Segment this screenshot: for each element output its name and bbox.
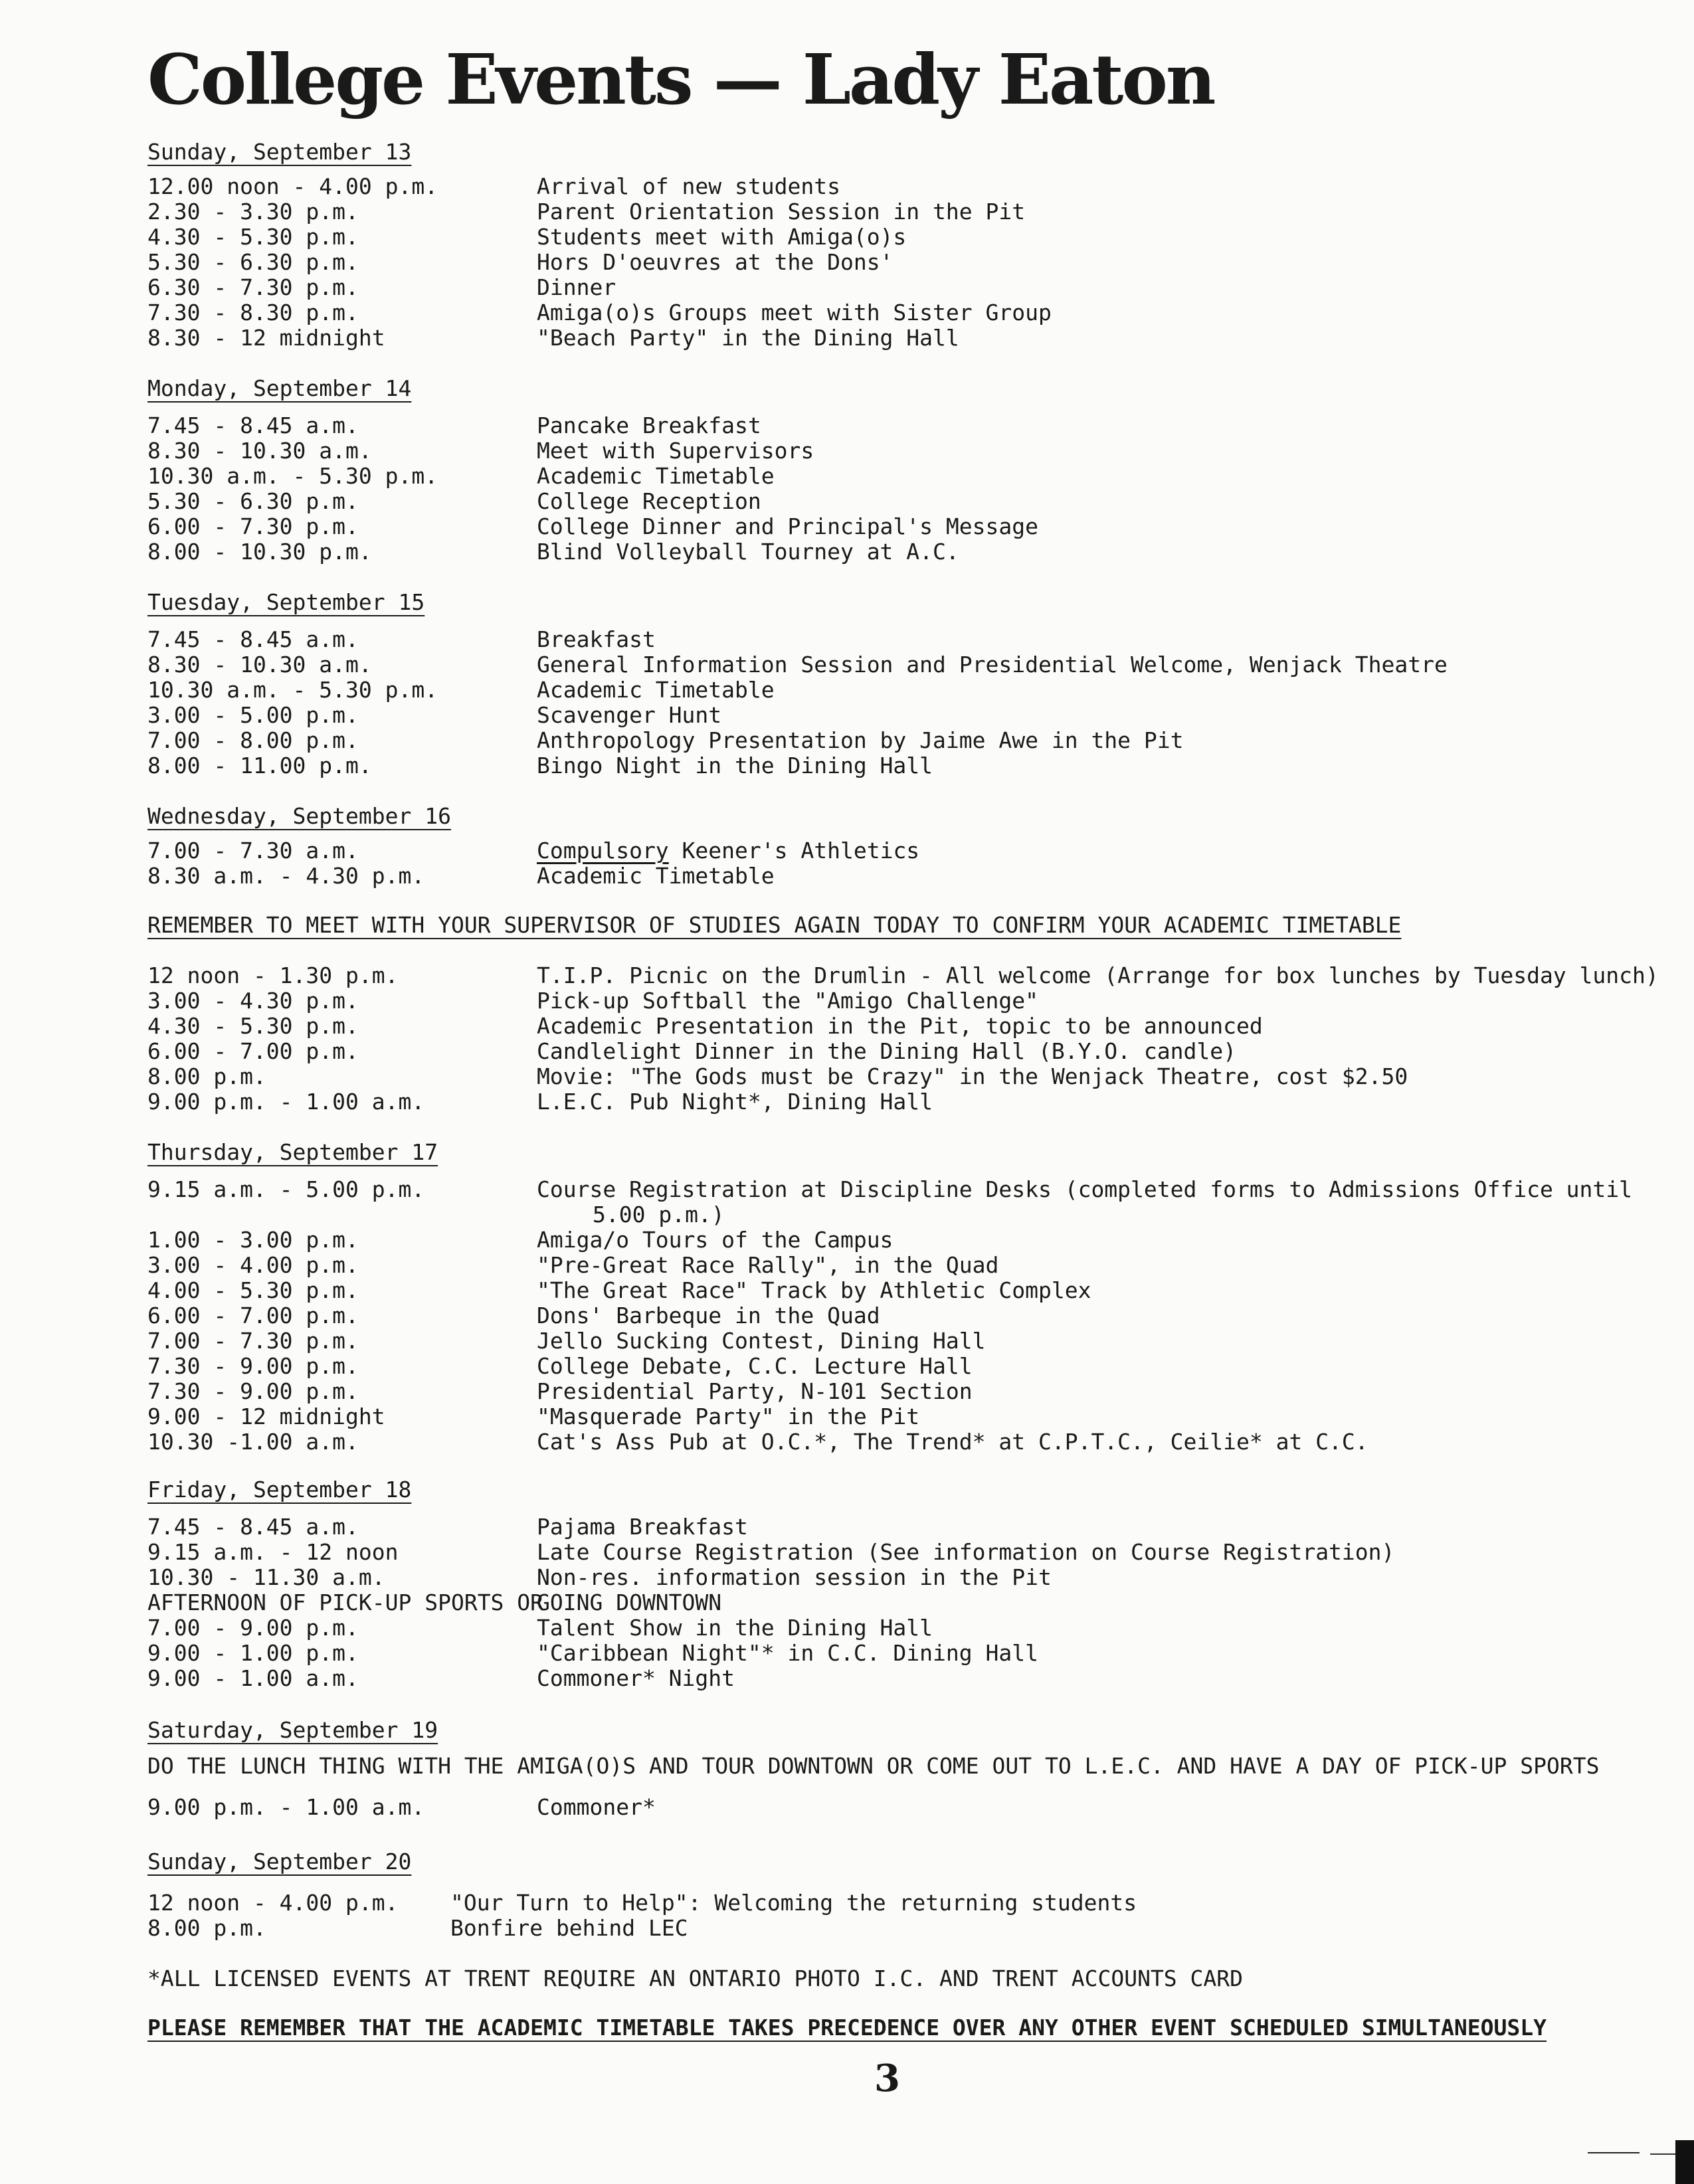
- event-description: Pajama Breakfast: [537, 1514, 748, 1540]
- day-heading-thursday-17: Thursday, September 17: [147, 1139, 438, 1165]
- schedule-row: [147, 1514, 1675, 1540]
- scan-artifact-block: [1675, 2140, 1694, 2184]
- event-description: GOING DOWNTOWN: [537, 1590, 722, 1615]
- event-time: 10.30 a.m. - 5.30 p.m.: [147, 677, 438, 703]
- schedule-row: [147, 1039, 1675, 1064]
- schedule-row: [147, 1278, 1675, 1303]
- event-time: 9.15 a.m. - 12 noon: [147, 1539, 399, 1565]
- schedule-row: [147, 652, 1675, 678]
- schedule-row: [147, 1379, 1675, 1404]
- schedule-row: [147, 1795, 1675, 1820]
- event-time: 7.45 - 8.45 a.m.: [147, 1514, 359, 1540]
- scan-artifact-tick: [1650, 2153, 1678, 2155]
- event-description: Bingo Night in the Dining Hall: [537, 753, 933, 778]
- schedule-row: [147, 174, 1675, 199]
- event-time: 7.45 - 8.45 a.m.: [147, 626, 359, 652]
- day-heading-saturday-19: Saturday, September 19: [147, 1717, 438, 1743]
- schedule-row: [147, 250, 1675, 275]
- saturday-note: DO THE LUNCH THING WITH THE AMIGA(O)S AND TOUR DOWNTOWN OR COME OUT TO L.E.C. AND HAVE A DAY OF PICK-UP SPORTS: [147, 1753, 1600, 1779]
- event-description: Academic Timetable: [537, 463, 775, 489]
- event-time: 8.30 - 12 midnight: [147, 325, 385, 351]
- schedule-row: [147, 1177, 1675, 1228]
- schedule-row: [147, 1404, 1675, 1429]
- licensed-events-footnote: *ALL LICENSED EVENTS AT TRENT REQUIRE AN ONTARIO PHOTO I.C. AND TRENT ACCOUNTS CARD: [147, 1965, 1244, 1991]
- event-time: 3.00 - 4.00 p.m.: [147, 1252, 359, 1278]
- event-description: Cat's Ass Pub at O.C.*, The Trend* at C.P.T.C., Ceilie* at C.C.: [537, 1429, 1368, 1455]
- event-description: College Debate, C.C. Lecture Hall: [537, 1353, 973, 1379]
- event-time: 3.00 - 5.00 p.m.: [147, 702, 359, 728]
- event-time: 12 noon - 1.30 p.m.: [147, 962, 399, 988]
- event-description: Parent Orientation Session in the Pit: [537, 199, 1026, 225]
- event-time: 6.00 - 7.00 p.m.: [147, 1038, 359, 1064]
- event-description: Jello Sucking Contest, Dining Hall: [537, 1328, 986, 1354]
- event-time: 7.00 - 7.30 a.m.: [147, 838, 359, 864]
- event-time: 5.30 - 6.30 p.m.: [147, 249, 359, 275]
- event-description: Commoner* Night: [537, 1665, 735, 1691]
- event-description: Academic Timetable: [537, 863, 775, 889]
- event-description: Late Course Registration (See information on Course Registration): [537, 1539, 1395, 1565]
- schedule-row: [147, 1565, 1675, 1590]
- day-heading-sunday-13: Sunday, September 13: [147, 139, 412, 165]
- schedule-row: [147, 1429, 1675, 1455]
- event-description-continued: 5.00 p.m.): [593, 1202, 725, 1228]
- event-time: 8.30 a.m. - 4.30 p.m.: [147, 863, 425, 889]
- schedule-row: [147, 539, 1675, 565]
- schedule-row: [147, 225, 1675, 250]
- event-description: College Reception: [537, 488, 761, 514]
- event-description: Candlelight Dinner in the Dining Hall (B.Y.O. candle): [537, 1038, 1236, 1064]
- event-time: 1.00 - 3.00 p.m.: [147, 1227, 359, 1253]
- schedule-row: [147, 728, 1675, 753]
- event-time: 9.00 - 1.00 p.m.: [147, 1640, 359, 1666]
- event-time: 6.00 - 7.30 p.m.: [147, 513, 359, 539]
- day-heading-sunday-20: Sunday, September 20: [147, 1849, 412, 1874]
- event-description: Movie: "The Gods must be Crazy" in the Wenjack Theatre, cost $2.50: [537, 1063, 1408, 1089]
- event-time: 10.30 a.m. - 5.30 p.m.: [147, 463, 438, 489]
- schedule-row: [147, 199, 1675, 225]
- schedule-row: [147, 1590, 1675, 1615]
- schedule-row: [147, 1328, 1675, 1354]
- schedule-row: [147, 1253, 1675, 1278]
- schedule-row: [147, 753, 1675, 778]
- page-title: College Events — Lady Eaton: [147, 39, 1214, 120]
- schedule-row: [147, 1303, 1675, 1328]
- event-description: "Masquerade Party" in the Pit: [537, 1404, 920, 1429]
- event-description: College Dinner and Principal's Message: [537, 513, 1038, 539]
- event-description: Course Registration at Discipline Desks (completed forms to Admissions Office until: [537, 1176, 1633, 1202]
- event-time: 12.00 noon - 4.00 p.m.: [147, 173, 438, 199]
- event-time: 7.00 - 8.00 p.m.: [147, 727, 359, 753]
- event-time: 7.45 - 8.45 a.m.: [147, 412, 359, 438]
- schedule-row: [147, 838, 1675, 864]
- event-description: Academic Timetable: [537, 677, 775, 703]
- event-time: 12 noon - 4.00 p.m.: [147, 1890, 399, 1916]
- schedule-row: [147, 1064, 1675, 1089]
- event-time: 9.00 - 1.00 a.m.: [147, 1665, 359, 1691]
- event-time: 6.30 - 7.30 p.m.: [147, 274, 359, 300]
- schedule-row: [147, 1890, 1675, 1916]
- schedule-row: [147, 988, 1675, 1014]
- event-description: Bonfire behind LEC: [450, 1915, 688, 1941]
- event-time: 7.30 - 9.00 p.m.: [147, 1353, 359, 1379]
- schedule-row: [147, 514, 1675, 539]
- event-time: 9.00 - 12 midnight: [147, 1404, 385, 1429]
- event-time: 7.30 - 9.00 p.m.: [147, 1378, 359, 1404]
- event-description: Non-res. information session in the Pit: [537, 1564, 1052, 1590]
- schedule-row: [147, 1666, 1675, 1691]
- event-time: 10.30 -1.00 a.m.: [147, 1429, 359, 1455]
- event-description: Pick-up Softball the "Amigo Challenge": [537, 988, 1038, 1014]
- schedule-row: [147, 627, 1675, 652]
- schedule-row: [147, 864, 1675, 889]
- event-time: 10.30 - 11.30 a.m.: [147, 1564, 385, 1590]
- event-time: 6.00 - 7.00 p.m.: [147, 1303, 359, 1328]
- event-time: 4.00 - 5.30 p.m.: [147, 1277, 359, 1303]
- event-description: [537, 838, 919, 864]
- event-description: T.I.P. Picnic on the Drumlin - All welcome (Arrange for box lunches by Tuesday lunch): [537, 962, 1659, 988]
- scan-artifact-line: [1588, 2152, 1640, 2153]
- schedule-row: [147, 1228, 1675, 1253]
- event-time: 2.30 - 3.30 p.m.: [147, 199, 359, 225]
- event-time: 4.30 - 5.30 p.m.: [147, 224, 359, 250]
- event-description: Hors D'oeuvres at the Dons': [537, 249, 894, 275]
- day-heading-friday-18: Friday, September 18: [147, 1477, 412, 1502]
- event-description: Presidential Party, N-101 Section: [537, 1378, 973, 1404]
- event-time: 3.00 - 4.30 p.m.: [147, 988, 359, 1014]
- event-time: 8.00 p.m.: [147, 1915, 266, 1941]
- schedule-row: [147, 678, 1675, 703]
- schedule-row: [147, 1354, 1675, 1379]
- event-time: 7.00 - 7.30 p.m.: [147, 1328, 359, 1354]
- event-time: 9.00 p.m. - 1.00 a.m.: [147, 1794, 425, 1820]
- event-description: "Beach Party" in the Dining Hall: [537, 325, 959, 351]
- event-time: 8.00 - 11.00 p.m.: [147, 753, 372, 778]
- schedule-row: [147, 1641, 1675, 1666]
- day-heading-tuesday-15: Tuesday, September 15: [147, 589, 425, 615]
- page-number: 3: [874, 2056, 900, 2100]
- schedule-row: [147, 1916, 1675, 1941]
- event-description: "Caribbean Night"* in C.C. Dining Hall: [537, 1640, 1038, 1666]
- schedule-row: [147, 275, 1675, 300]
- schedule-row: [147, 300, 1675, 325]
- schedule-row: [147, 703, 1675, 728]
- event-description: "Pre-Great Race Rally", in the Quad: [537, 1252, 999, 1278]
- day-heading-wednesday-16: Wednesday, September 16: [147, 803, 451, 829]
- event-description: Dons' Barbeque in the Quad: [537, 1303, 880, 1328]
- event-description: Pancake Breakfast: [537, 412, 761, 438]
- event-description: Amiga/o Tours of the Campus: [537, 1227, 894, 1253]
- event-description: Meet with Supervisors: [537, 438, 814, 464]
- event-description-rest: Keener's Athletics: [668, 838, 920, 864]
- event-time: 9.00 p.m. - 1.00 a.m.: [147, 1089, 425, 1115]
- compulsory-label: Compulsory: [537, 838, 669, 864]
- schedule-row: [147, 963, 1675, 988]
- event-description: L.E.C. Pub Night*, Dining Hall: [537, 1089, 933, 1115]
- event-description: Amiga(o)s Groups meet with Sister Group: [537, 300, 1052, 325]
- event-time: 4.30 - 5.30 p.m.: [147, 1013, 359, 1039]
- event-description: Academic Presentation in the Pit, topic to be announced: [537, 1013, 1263, 1039]
- schedule-row: [147, 1014, 1675, 1039]
- schedule-row: [147, 325, 1675, 351]
- schedule-row: [147, 464, 1675, 489]
- event-description: Commoner*: [537, 1794, 656, 1820]
- event-description: General Information Session and Presidential Welcome, Wenjack Theatre: [537, 652, 1448, 678]
- event-time: 7.00 - 9.00 p.m.: [147, 1615, 359, 1641]
- event-description: Dinner: [537, 274, 616, 300]
- schedule-row: [147, 489, 1675, 514]
- schedule-row: [147, 1089, 1675, 1115]
- event-time: 8.30 - 10.30 a.m.: [147, 652, 372, 678]
- event-time: AFTERNOON OF PICK-UP SPORTS OR: [147, 1590, 544, 1615]
- event-time: 5.30 - 6.30 p.m.: [147, 488, 359, 514]
- event-description: "Our Turn to Help": Welcoming the returning students: [450, 1890, 1137, 1916]
- event-description: Blind Volleyball Tourney at A.C.: [537, 539, 959, 565]
- event-description: Scavenger Hunt: [537, 702, 722, 728]
- academic-timetable-notice: PLEASE REMEMBER THAT THE ACADEMIC TIMETABLE TAKES PRECEDENCE OVER ANY OTHER EVENT SCHEDULED SIMULTANEOUSLY: [147, 2015, 1547, 2041]
- event-time: 9.15 a.m. - 5.00 p.m.: [147, 1176, 425, 1202]
- event-description: Talent Show in the Dining Hall: [537, 1615, 933, 1641]
- schedule-row: [147, 413, 1675, 438]
- event-time: 8.00 - 10.30 p.m.: [147, 539, 372, 565]
- event-description: Arrival of new students: [537, 173, 840, 199]
- event-time: 8.30 - 10.30 a.m.: [147, 438, 372, 464]
- schedule-row: [147, 1615, 1675, 1641]
- event-description: Breakfast: [537, 626, 656, 652]
- schedule-row: [147, 1540, 1675, 1565]
- event-description: "The Great Race" Track by Athletic Complex: [537, 1277, 1091, 1303]
- event-description: Students meet with Amiga(o)s: [537, 224, 907, 250]
- event-time: 7.30 - 8.30 p.m.: [147, 300, 359, 325]
- supervisor-reminder: REMEMBER TO MEET WITH YOUR SUPERVISOR OF STUDIES AGAIN TODAY TO CONFIRM YOUR ACADEMIC TIMETABLE: [147, 912, 1402, 938]
- event-time: 8.00 p.m.: [147, 1063, 266, 1089]
- schedule-row: [147, 438, 1675, 464]
- day-heading-monday-14: Monday, September 14: [147, 375, 412, 401]
- event-description: Anthropology Presentation by Jaime Awe in the Pit: [537, 727, 1184, 753]
